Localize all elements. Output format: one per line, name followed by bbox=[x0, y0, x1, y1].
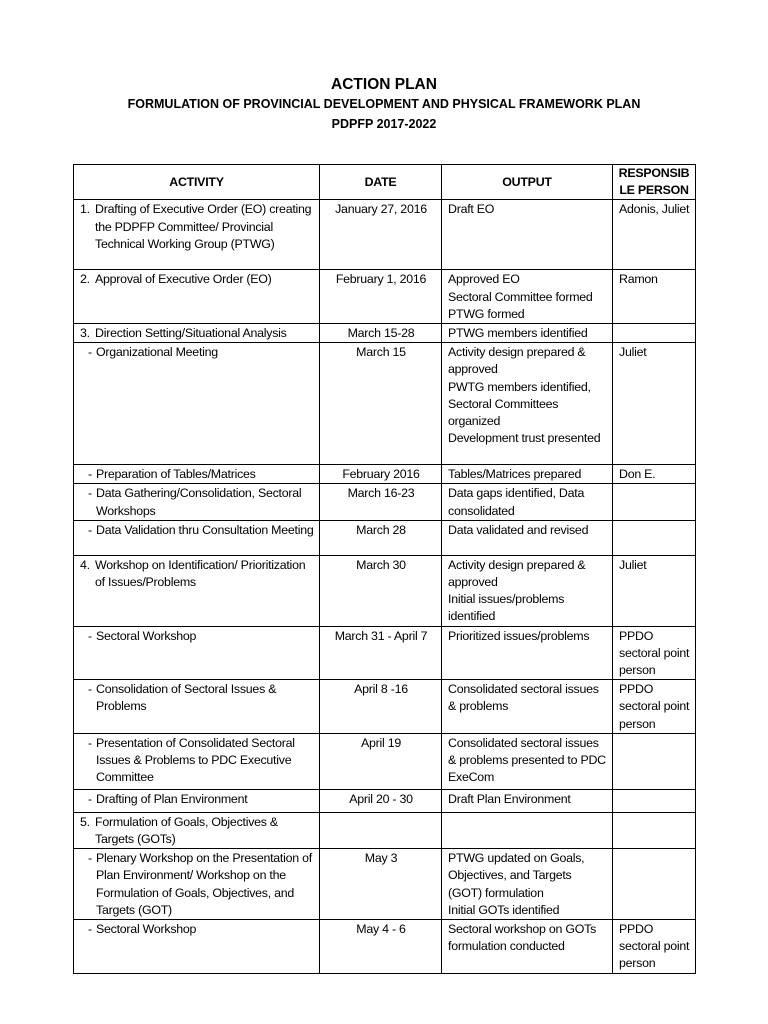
activity-cell bbox=[74, 789, 320, 812]
responsible-cell bbox=[613, 812, 696, 848]
output-line: PTWG formed bbox=[448, 306, 525, 321]
activity-cell bbox=[74, 324, 320, 343]
date-cell: March 28 bbox=[320, 520, 442, 555]
plan-period: PDPFP 2017-2022 bbox=[331, 117, 437, 131]
activity-cell bbox=[74, 920, 320, 974]
output-cell bbox=[442, 200, 613, 270]
output-line: PTWG members identified bbox=[448, 326, 588, 341]
activity-number: - bbox=[88, 345, 92, 360]
table-row bbox=[74, 626, 696, 680]
date-cell: May 3 bbox=[320, 849, 442, 920]
responsible-cell: PPDO sectoral point person bbox=[613, 680, 696, 734]
table-row bbox=[74, 465, 696, 484]
activity-text: Data Gathering/Consolidation, Sectoral Workshops bbox=[96, 486, 302, 518]
activity-text: Drafting of Plan Environment bbox=[96, 791, 248, 806]
column-header-activity: ACTIVITY bbox=[74, 165, 320, 200]
date-cell bbox=[320, 812, 442, 848]
responsible-cell bbox=[613, 520, 696, 555]
date-cell: April 8 -16 bbox=[320, 680, 442, 734]
output-line: Tables/Matrices prepared bbox=[448, 467, 582, 482]
activity-text: Organizational Meeting bbox=[96, 345, 218, 360]
activity-cell bbox=[74, 270, 320, 324]
table-row bbox=[74, 324, 696, 343]
activity-cell bbox=[74, 484, 320, 520]
table-row bbox=[74, 200, 696, 270]
activity-cell bbox=[74, 555, 320, 626]
date-cell: January 27, 2016 bbox=[320, 200, 442, 270]
activity-text: Presentation of Consolidated Sectoral Issues & Problems to PDC Executive Committee bbox=[96, 735, 295, 785]
responsible-cell: PPDO sectoral point person bbox=[613, 920, 696, 974]
column-header-date: DATE bbox=[320, 165, 442, 200]
responsible-cell bbox=[613, 733, 696, 789]
responsible-cell bbox=[613, 789, 696, 812]
date-cell: March 15 bbox=[320, 343, 442, 465]
output-cell bbox=[442, 555, 613, 626]
output-cell bbox=[442, 920, 613, 974]
output-cell bbox=[442, 812, 613, 848]
table-row bbox=[74, 270, 696, 324]
table-row bbox=[74, 484, 696, 520]
responsible-cell bbox=[613, 849, 696, 920]
activity-text: Plenary Workshop on the Presentation of Plan Environment/ Workshop on the Formulation of Goals, Objectives, and Targets (GOT) bbox=[96, 851, 312, 917]
table-row bbox=[74, 733, 696, 789]
output-cell bbox=[442, 343, 613, 465]
output-line: Data validated and revised bbox=[448, 522, 589, 537]
column-header-output: OUTPUT bbox=[442, 165, 613, 200]
output-line: Draft Plan Environment bbox=[448, 791, 571, 806]
activity-number: - bbox=[88, 467, 92, 482]
output-line: Draft EO bbox=[448, 202, 495, 217]
table-row bbox=[74, 555, 696, 626]
date-cell: March 15-28 bbox=[320, 324, 442, 343]
date-cell: February 2016 bbox=[320, 465, 442, 484]
date-cell: April 19 bbox=[320, 733, 442, 789]
table-row bbox=[74, 812, 696, 848]
responsible-cell bbox=[613, 324, 696, 343]
activity-number: - bbox=[88, 735, 92, 750]
activity-text: Data Validation thru Consultation Meeting bbox=[96, 522, 314, 537]
activity-number: 3. bbox=[80, 326, 90, 341]
activity-number: - bbox=[88, 791, 92, 806]
output-line: Activity design prepared & approved bbox=[448, 557, 586, 590]
table-row bbox=[74, 920, 696, 974]
activity-text: Workshop on Identification/ Prioritization of Issues/Problems bbox=[95, 557, 306, 590]
activity-cell bbox=[74, 733, 320, 789]
activity-cell bbox=[74, 465, 320, 484]
activity-text: Approval of Executive Order (EO) bbox=[95, 272, 272, 287]
output-cell bbox=[442, 789, 613, 812]
activity-cell bbox=[74, 812, 320, 848]
activity-text: Consolidation of Sectoral Issues & Problems bbox=[96, 682, 277, 714]
output-line: Sectoral workshop on GOTs formulation conducted bbox=[448, 922, 597, 954]
output-cell bbox=[442, 680, 613, 734]
output-line: PWTG members identified, bbox=[448, 379, 591, 394]
activity-cell bbox=[74, 680, 320, 734]
output-line: Consolidated sectoral issues & problems presented to PDC ExeCom bbox=[448, 735, 606, 785]
output-line: Activity design prepared & approved bbox=[448, 345, 586, 377]
date-cell: March 16-23 bbox=[320, 484, 442, 520]
document-title: ACTION PLAN bbox=[331, 76, 437, 93]
output-line: PTWG updated on Goals, Objectives, and Targets (GOT) formulation bbox=[448, 851, 585, 900]
activity-number: 5. bbox=[80, 814, 90, 829]
activity-cell bbox=[74, 849, 320, 920]
responsible-cell bbox=[613, 484, 696, 520]
activity-number: 1. bbox=[80, 202, 90, 217]
responsible-cell: Adonis, Juliet bbox=[613, 200, 696, 270]
activity-cell bbox=[74, 626, 320, 680]
activity-cell bbox=[74, 520, 320, 555]
table-row bbox=[74, 789, 696, 812]
responsible-cell: Juliet bbox=[613, 555, 696, 626]
responsible-cell: PPDO sectoral point person bbox=[613, 626, 696, 680]
activity-text: Sectoral Workshop bbox=[96, 922, 197, 937]
activity-text: Sectoral Workshop bbox=[96, 628, 197, 643]
output-cell bbox=[442, 520, 613, 555]
output-line: Consolidated sectoral issues & problems bbox=[448, 682, 599, 714]
activity-cell bbox=[74, 343, 320, 465]
output-line: Sectoral Committees organized bbox=[448, 396, 559, 429]
output-cell bbox=[442, 733, 613, 789]
activity-number: - bbox=[88, 628, 92, 643]
activity-number: - bbox=[88, 682, 92, 697]
table-body bbox=[74, 200, 696, 973]
activity-text: Preparation of Tables/Matrices bbox=[96, 467, 256, 482]
responsible-cell: Juliet bbox=[613, 343, 696, 465]
activity-text: Drafting of Executive Order (EO) creating the PDPFP Committee/ Provincial Technical Working Group (PTWG) bbox=[95, 202, 312, 251]
activity-number: 2. bbox=[80, 272, 90, 287]
table-row bbox=[74, 849, 696, 920]
output-line: Development trust presented bbox=[448, 431, 601, 446]
activity-number: - bbox=[88, 486, 92, 501]
activity-number: 4. bbox=[80, 557, 90, 572]
column-header-responsible: RESPONSIBLE PERSON bbox=[613, 165, 696, 200]
output-line: Initial GOTs identified bbox=[448, 902, 560, 917]
date-cell: May 4 - 6 bbox=[320, 920, 442, 974]
output-line: Prioritized issues/problems bbox=[448, 628, 590, 643]
output-cell bbox=[442, 324, 613, 343]
output-cell bbox=[442, 270, 613, 324]
output-cell bbox=[442, 626, 613, 680]
output-line: Approved EO bbox=[448, 272, 520, 287]
document-subtitle: FORMULATION OF PROVINCIAL DEVELOPMENT AND PHYSICAL FRAMEWORK PLAN bbox=[127, 97, 641, 111]
action-plan-table bbox=[73, 164, 696, 974]
activity-number: - bbox=[88, 522, 92, 537]
date-cell: March 31 - April 7 bbox=[320, 626, 442, 680]
date-cell: March 30 bbox=[320, 555, 442, 626]
table-row bbox=[74, 680, 696, 734]
output-line: Data gaps identified, Data consolidated bbox=[448, 486, 585, 518]
table-header-row bbox=[74, 165, 696, 200]
output-cell bbox=[442, 465, 613, 484]
output-cell bbox=[442, 849, 613, 920]
responsible-cell: Ramon bbox=[613, 270, 696, 324]
activity-number: - bbox=[88, 851, 92, 866]
table-row bbox=[74, 520, 696, 555]
output-cell bbox=[442, 484, 613, 520]
output-line: Initial issues/problems identified bbox=[448, 592, 565, 624]
output-line: Sectoral Committee formed bbox=[448, 289, 593, 304]
date-cell: February 1, 2016 bbox=[320, 270, 442, 324]
activity-cell bbox=[74, 200, 320, 270]
activity-number: - bbox=[88, 922, 92, 937]
table-row bbox=[74, 343, 696, 465]
activity-text: Direction Setting/Situational Analysis bbox=[95, 326, 287, 341]
date-cell: April 20 - 30 bbox=[320, 789, 442, 812]
responsible-cell: Don E. bbox=[613, 465, 696, 484]
activity-text: Formulation of Goals, Objectives & Targets (GOTs) bbox=[95, 814, 278, 847]
